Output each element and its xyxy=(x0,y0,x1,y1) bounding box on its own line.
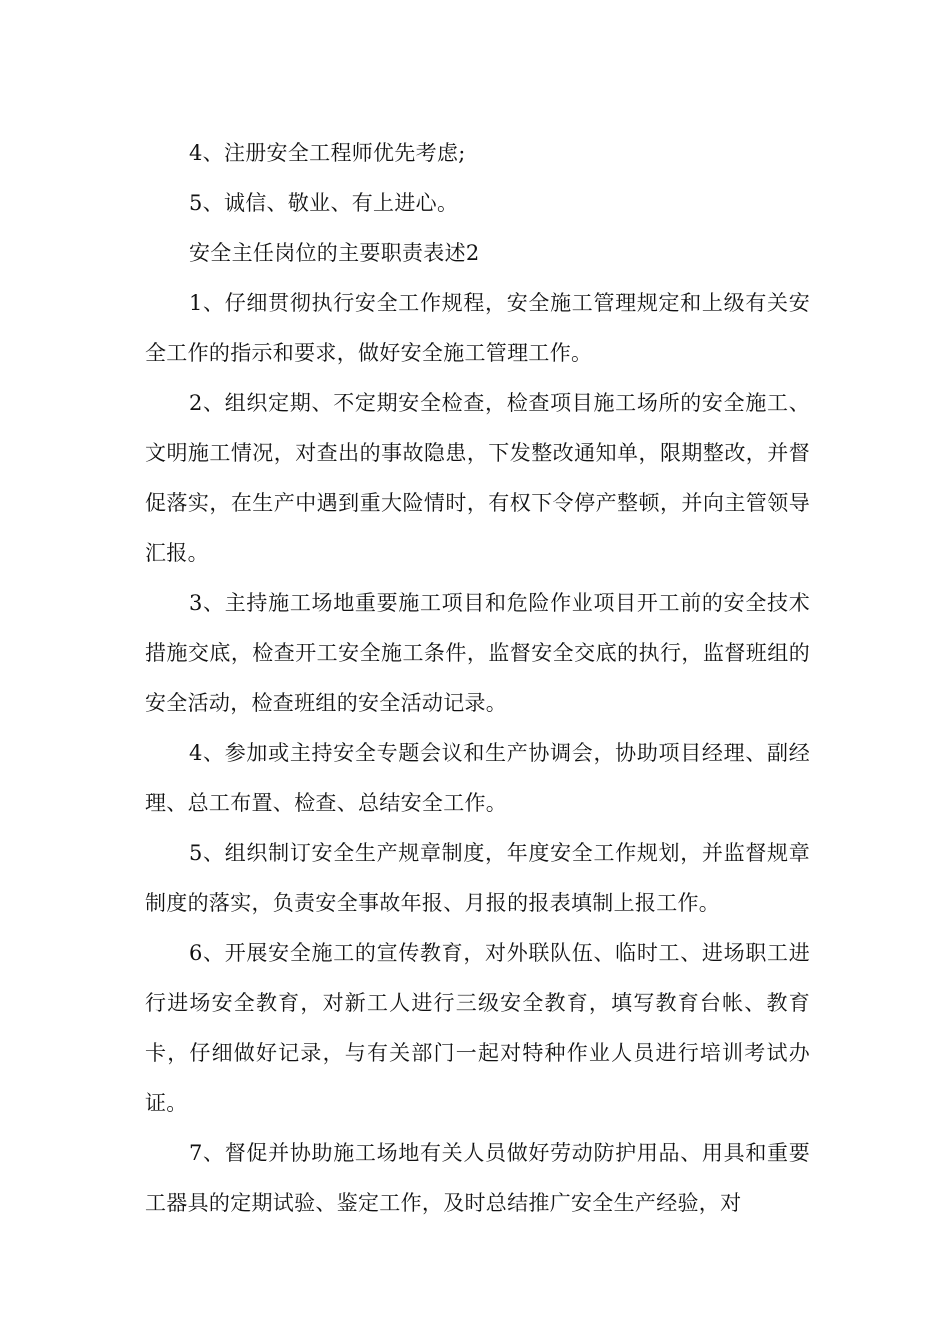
paragraph-requirement-4: 4、注册安全工程师优先考虑; xyxy=(189,141,466,165)
section-heading: 安全主任岗位的主要职责表述2 xyxy=(189,241,480,265)
document-body xyxy=(145,128,810,1228)
paragraph-duty-5: 5、组织制订安全生产规章制度，年度安全工作规划，并监督规章制度的落实，负责安全事故年报、月报的报表填制上报工作。 xyxy=(145,841,810,915)
paragraph-duty-1: 1、仔细贯彻执行安全工作规程，安全施工管理规定和上级有关安全工作的指示和要求，做好安全施工管理工作。 xyxy=(145,291,810,365)
paragraph-duty-2: 2、组织定期、不定期安全检查，检查项目施工场所的安全施工、文明施工情况，对查出的事故隐患，下发整改通知单，限期整改，并督促落实，在生产中遇到重大险情时，有权下令停产整顿，并向主管领导汇报。 xyxy=(145,391,810,565)
paragraph-duty-7: 7、督促并协助施工场地有关人员做好劳动防护用品、用具和重要工器具的定期试验、鉴定工作，及时总结推广安全生产经验，对 xyxy=(145,1141,810,1215)
paragraph-duty-3: 3、主持施工场地重要施工项目和危险作业项目开工前的安全技术措施交底，检查开工安全施工条件，监督安全交底的执行，监督班组的安全活动，检查班组的安全活动记录。 xyxy=(145,591,810,715)
paragraph-requirement-5: 5、诚信、敬业、有上进心。 xyxy=(189,191,459,215)
paragraph-duty-4: 4、参加或主持安全专题会议和生产协调会，协助项目经理、副经理、总工布置、检查、总结安全工作。 xyxy=(145,741,810,815)
paragraph-duty-6: 6、开展安全施工的宣传教育，对外联队伍、临时工、进场职工进行进场安全教育，对新工人进行三级安全教育，填写教育台帐、教育卡，仔细做好记录，与有关部门一起对特种作业人员进行培训考试办证。 xyxy=(145,941,810,1115)
